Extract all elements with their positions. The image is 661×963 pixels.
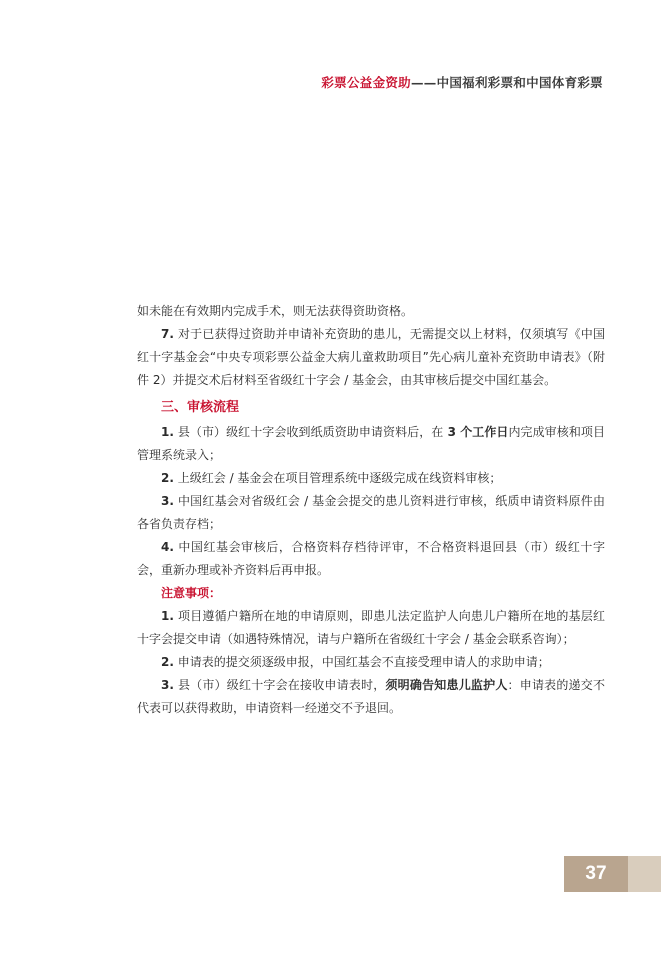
review-item-1-bold: 3 个工作日 bbox=[443, 425, 509, 439]
note-item-2-text: 申请表的提交须逐级申报，中国红基会不直接受理申请人的求助申请； bbox=[177, 655, 550, 669]
review-item-1-number: 1. bbox=[161, 425, 174, 439]
item-7-text: 对于已获得过资助并申请补充资助的患儿，无需提交以上材料，仅须填写《中国红十字基金会“中央专项彩票公益金大病儿童救助项目”先心病儿童补充资助申请表》（附件 2）并提交术后材料至省级红十字会 / 基金会，由其审核后提交中国红基会。 bbox=[137, 327, 605, 387]
section-3-heading: 三、审核流程 bbox=[161, 400, 240, 415]
review-item-4-text: 中国红基会审核后，合格资料存档待评审，不合格资料退回县（市）级红十字会，重新办理或补齐资料后再申报。 bbox=[137, 540, 605, 577]
note-item-3-bold: 须明确告知患儿监护人 bbox=[385, 678, 508, 692]
note-item-3-number: 3. bbox=[161, 678, 174, 692]
page-edge-strip bbox=[628, 856, 661, 892]
review-item-3-text: 中国红基会对省级红会 / 基金会提交的患儿资料进行审核，纸质申请资料原件由各省负责存档； bbox=[137, 494, 605, 531]
review-item-1-post: 内完成审核和项目管理系统录入； bbox=[137, 425, 605, 462]
note-item-2-number: 2. bbox=[161, 655, 174, 669]
item-7-number: 7. bbox=[161, 327, 174, 341]
item-7 bbox=[137, 323, 605, 392]
notes-heading: 注意事项： bbox=[161, 586, 222, 600]
note-item-3 bbox=[137, 674, 605, 720]
review-item-3 bbox=[137, 490, 605, 536]
review-item-2 bbox=[137, 467, 605, 490]
note-item-3-post: ：申请表的递交不代表可以获得救助，申请资料一经递交不予退回。 bbox=[137, 678, 605, 715]
header-title-red: 彩票公益金资助 bbox=[321, 75, 411, 90]
page-number: 37 bbox=[585, 863, 607, 884]
review-item-1 bbox=[137, 421, 605, 467]
note-item-3-pre: 县（市）级红十字会在接收申请表时， bbox=[177, 678, 386, 692]
note-item-1-number: 1. bbox=[161, 609, 174, 623]
note-item-1 bbox=[137, 605, 605, 651]
review-item-2-number: 2. bbox=[161, 471, 174, 485]
running-header bbox=[321, 73, 603, 91]
intro-paragraph: 如未能在有效期内完成手术，则无法获得资助资格。 bbox=[137, 304, 414, 318]
review-item-4 bbox=[137, 536, 605, 582]
review-item-1-pre: 县（市）级红十字会收到纸质资助申请资料后，在 bbox=[177, 425, 444, 439]
header-title-dark: ——中国福利彩票和中国体育彩票 bbox=[410, 75, 603, 90]
review-item-4-number: 4. bbox=[161, 540, 174, 554]
note-item-1-text: 项目遵循户籍所在地的申请原则，即患儿法定监护人向患儿户籍所在地的基层红十字会提交申请（如遇特殊情况，请与户籍所在省级红十字会 / 基金会联系咨询）； bbox=[137, 609, 605, 646]
review-item-3-number: 3. bbox=[161, 494, 174, 508]
body-text bbox=[137, 300, 605, 720]
note-item-2 bbox=[137, 651, 605, 674]
page-number-badge bbox=[564, 856, 628, 892]
review-item-2-text: 上级红会 / 基金会在项目管理系统中逐级完成在线资料审核； bbox=[177, 471, 502, 485]
